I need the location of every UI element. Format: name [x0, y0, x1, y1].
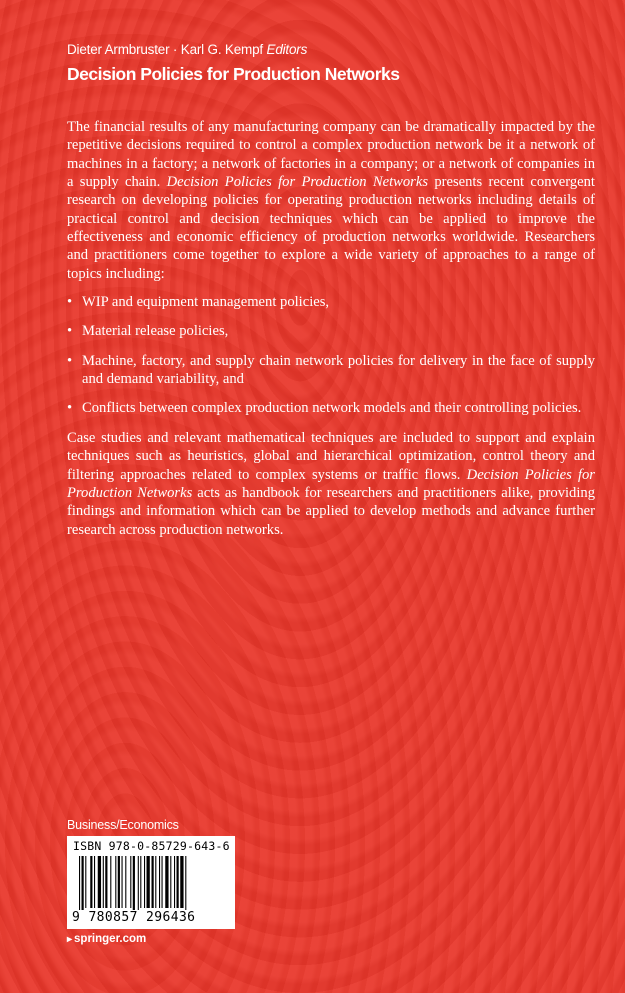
list-item-text: Material release policies, — [82, 323, 229, 340]
blurb-p2-text-cont: acts as handbook for researchers and practitioners alike, providing findings and information which can be applied to develop methods and advance further research across production networks. — [67, 484, 595, 538]
barcode-digits: 9 780857 296436 — [72, 910, 196, 925]
list-item-text: WIP and equipment management policies, — [82, 294, 330, 311]
bullet-icon: • — [67, 400, 73, 417]
publisher-url: springer.com — [74, 933, 147, 945]
blurb-paragraph-2 — [67, 429, 595, 539]
blurb-p2-title: Decision Policies for Production Networks — [67, 466, 595, 501]
bullet-icon: • — [67, 352, 73, 369]
blurb-p2-text: Case studies and relevant mathematical techniques are included to support and explain techniques such as heuristics, global and hierarchical optimization, control theory and filtering approaches related to complex systems or traffic flows. — [67, 429, 595, 483]
blurb-paragraph-1 — [67, 118, 595, 283]
isbn-barcode — [67, 836, 235, 929]
list-item-text: Conflicts between complex production network models and their controlling policies. — [82, 400, 582, 417]
list-item — [67, 293, 595, 311]
isbn-label: ISBN 978-0-85729-643-6 — [73, 839, 230, 853]
bullet-icon: • — [67, 323, 73, 340]
blurb — [67, 118, 595, 539]
blurb-p1-text-cont: presents recent convergent research on developing policies for operating production networks including details of practical control and decision techniques which can be applied to improve the effectiveness and economic efficiency of production networks worldwide. Researchers and practitioners come together to explore a wide variety of approaches to a range of topics including: — [67, 174, 595, 282]
subject-category: Business/Economics — [67, 818, 179, 832]
publisher-link[interactable] — [67, 933, 146, 945]
editor-names: Dieter Armbruster · Karl G. Kempf — [67, 42, 263, 57]
blurb-p1-text: The financial results of any manufacturing company can be dramatically impacted by the repetitive decisions required to control a complex production network be it a network of machines in a factory; a network of factories in a company; or a network of companies in a supply chain. — [67, 119, 595, 191]
barcode-bars-icon — [77, 856, 227, 913]
arrow-right-icon: ▸ — [67, 934, 73, 945]
topic-list — [67, 293, 595, 418]
list-item — [67, 399, 595, 417]
bullet-icon: • — [67, 294, 73, 311]
list-item — [67, 352, 595, 389]
list-item — [67, 322, 595, 340]
editors-role: Editors — [266, 42, 308, 57]
list-item-text: Machine, factory, and supply chain network policies for delivery in the face of supply and demand variability, and — [82, 352, 595, 388]
book-title: Decision Policies for Production Networks — [67, 64, 400, 84]
blurb-p1-title: Decision Policies for Production Networks — [166, 174, 429, 191]
editors-line — [67, 42, 307, 57]
